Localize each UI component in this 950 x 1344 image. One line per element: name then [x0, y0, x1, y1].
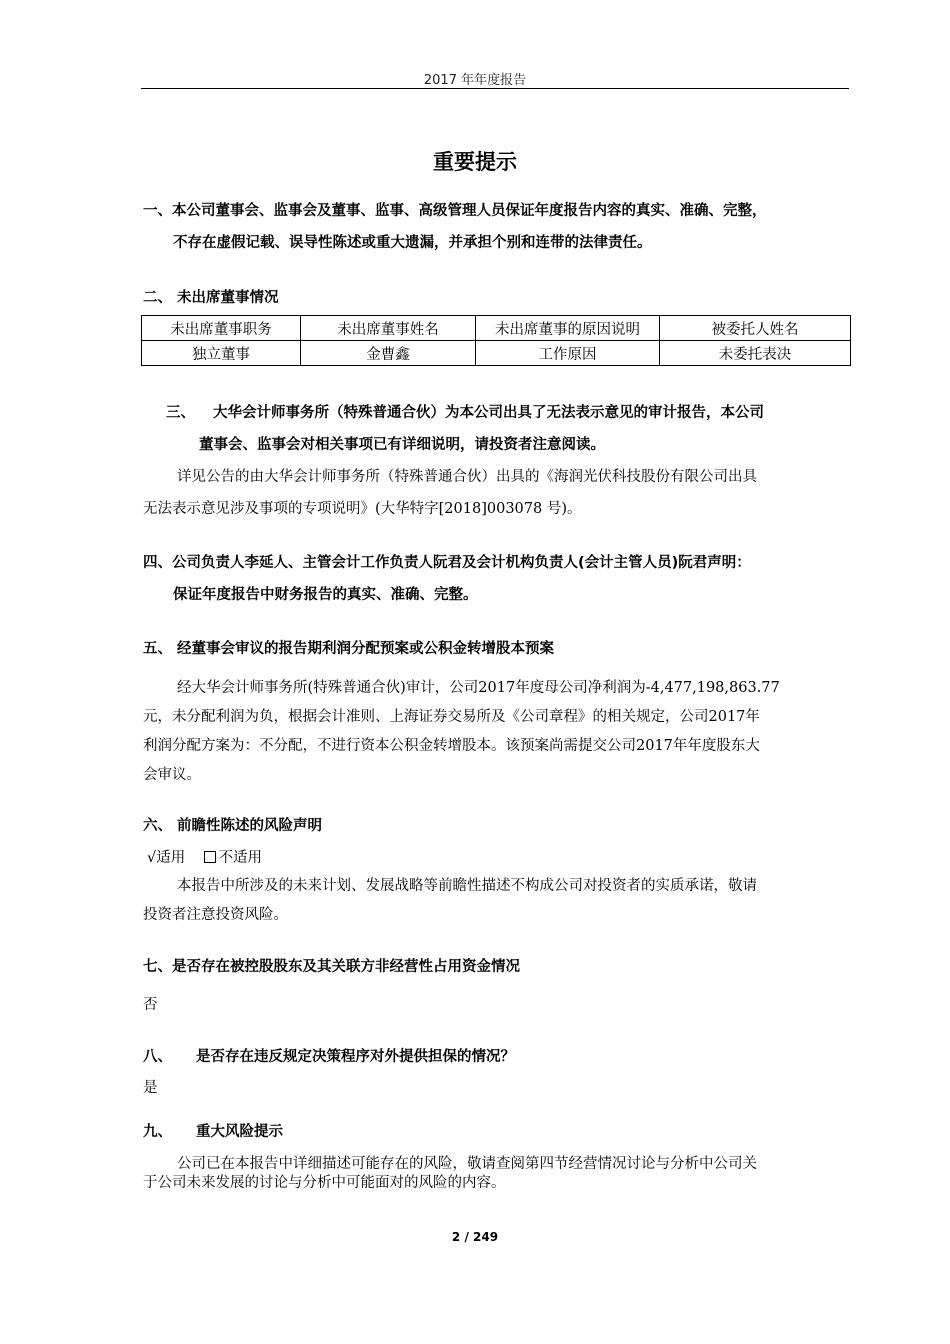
sec3-body1: 详见公告的由大华会计师事务所（特殊普通合伙）出具的《海润光伏科技股份有限公司出具 [177, 469, 757, 485]
sec9-number: 九、 [143, 1124, 172, 1140]
absent-directors-table [141, 315, 851, 366]
applicable-option: √适用 [147, 850, 186, 866]
checkbox-icon [204, 851, 216, 863]
table-header-cell: 未出席董事的原因说明 [476, 316, 660, 341]
table-cell: 工作原因 [476, 341, 660, 366]
sec8-answer: 是 [143, 1080, 158, 1096]
sec3-body2: 无法表示意见涉及事项的专项说明》(大华特字[2018]003078 号)。 [143, 501, 582, 517]
page-title: 重要提示 [433, 150, 517, 174]
report-header-title: 2017 年年度报告 [423, 73, 527, 88]
table-header-row [142, 316, 851, 341]
sec6-body1: 本报告中所涉及的未来计划、发展战略等前瞻性描述不构成公司对投资者的实质承诺，敬请 [177, 878, 757, 894]
table-cell: 未委托表决 [660, 341, 851, 366]
sec3-number: 三、 [166, 405, 195, 421]
not-applicable-option: 不适用 [218, 850, 262, 866]
table-row [142, 341, 851, 366]
page-number: 2 / 249 [451, 1230, 499, 1244]
sec9-body2: 于公司未来发展的讨论与分析中可能面对的风险的内容。 [143, 1175, 506, 1191]
table-header-cell: 被委托人姓名 [660, 316, 851, 341]
sec3-line2: 董事会、监事会对相关事项已有详细说明，请投资者注意阅读。 [199, 437, 605, 453]
sec5-heading: 五、 经董事会审议的报告期利润分配预案或公积金转增股本预案 [143, 641, 555, 657]
sec4-line2: 保证年度报告中财务报告的真实、准确、完整。 [173, 587, 478, 603]
sec1-line1: 一、本公司董事会、监事会及董事、监事、高级管理人员保证年度报告内容的真实、准确、完整， [143, 203, 767, 219]
sec5-body3: 利润分配方案为：不分配，不进行资本公积金转增股本。该预案尚需提交公司2017年年度股东大 [143, 738, 760, 754]
sec6-heading: 六、 前瞻性陈述的风险声明 [143, 818, 323, 834]
applicability-options [147, 846, 262, 867]
sec9-body1: 公司已在本报告中详细描述可能存在的风险，敬请查阅第四节经营情况讨论与分析中公司关 [177, 1156, 757, 1172]
sec6-body2: 投资者注意投资风险。 [143, 907, 288, 923]
sec8-heading: 是否存在违反规定决策程序对外提供担保的情况？ [196, 1049, 515, 1065]
table-header-cell: 未出席董事职务 [142, 316, 301, 341]
sec5-body1: 经大华会计师事务所(特殊普通合伙)审计，公司2017年度母公司净利润为-4,477,198,863.77 [177, 680, 780, 696]
sec7-answer: 否 [143, 997, 158, 1013]
sec3-line1: 大华会计师事务所（特殊普通合伙）为本公司出具了无法表示意见的审计报告，本公司 [213, 405, 764, 421]
table-header-cell: 未出席董事姓名 [301, 316, 476, 341]
sec8-number: 八、 [143, 1049, 172, 1065]
sec5-body4: 会审议。 [143, 767, 201, 783]
sec5-body2: 元，未分配利润为负，根据会计准则、上海证券交易所及《公司章程》的相关规定，公司2017年 [143, 709, 760, 725]
sec9-heading: 重大风险提示 [196, 1124, 283, 1140]
header-divider [141, 88, 849, 89]
table-cell: 金曹鑫 [301, 341, 476, 366]
sec2-heading: 二、 未出席董事情况 [143, 290, 279, 306]
sec4-line1: 四、公司负责人李延人、主管会计工作负责人阮君及会计机构负责人(会计主管人员)阮君声明： [143, 555, 751, 571]
table-cell: 独立董事 [142, 341, 301, 366]
sec1-line2: 不存在虚假记载、误导性陈述或重大遗漏，并承担个别和连带的法律责任。 [173, 235, 652, 251]
sec7-heading: 七、是否存在被控股股东及其关联方非经营性占用资金情况 [143, 959, 520, 975]
